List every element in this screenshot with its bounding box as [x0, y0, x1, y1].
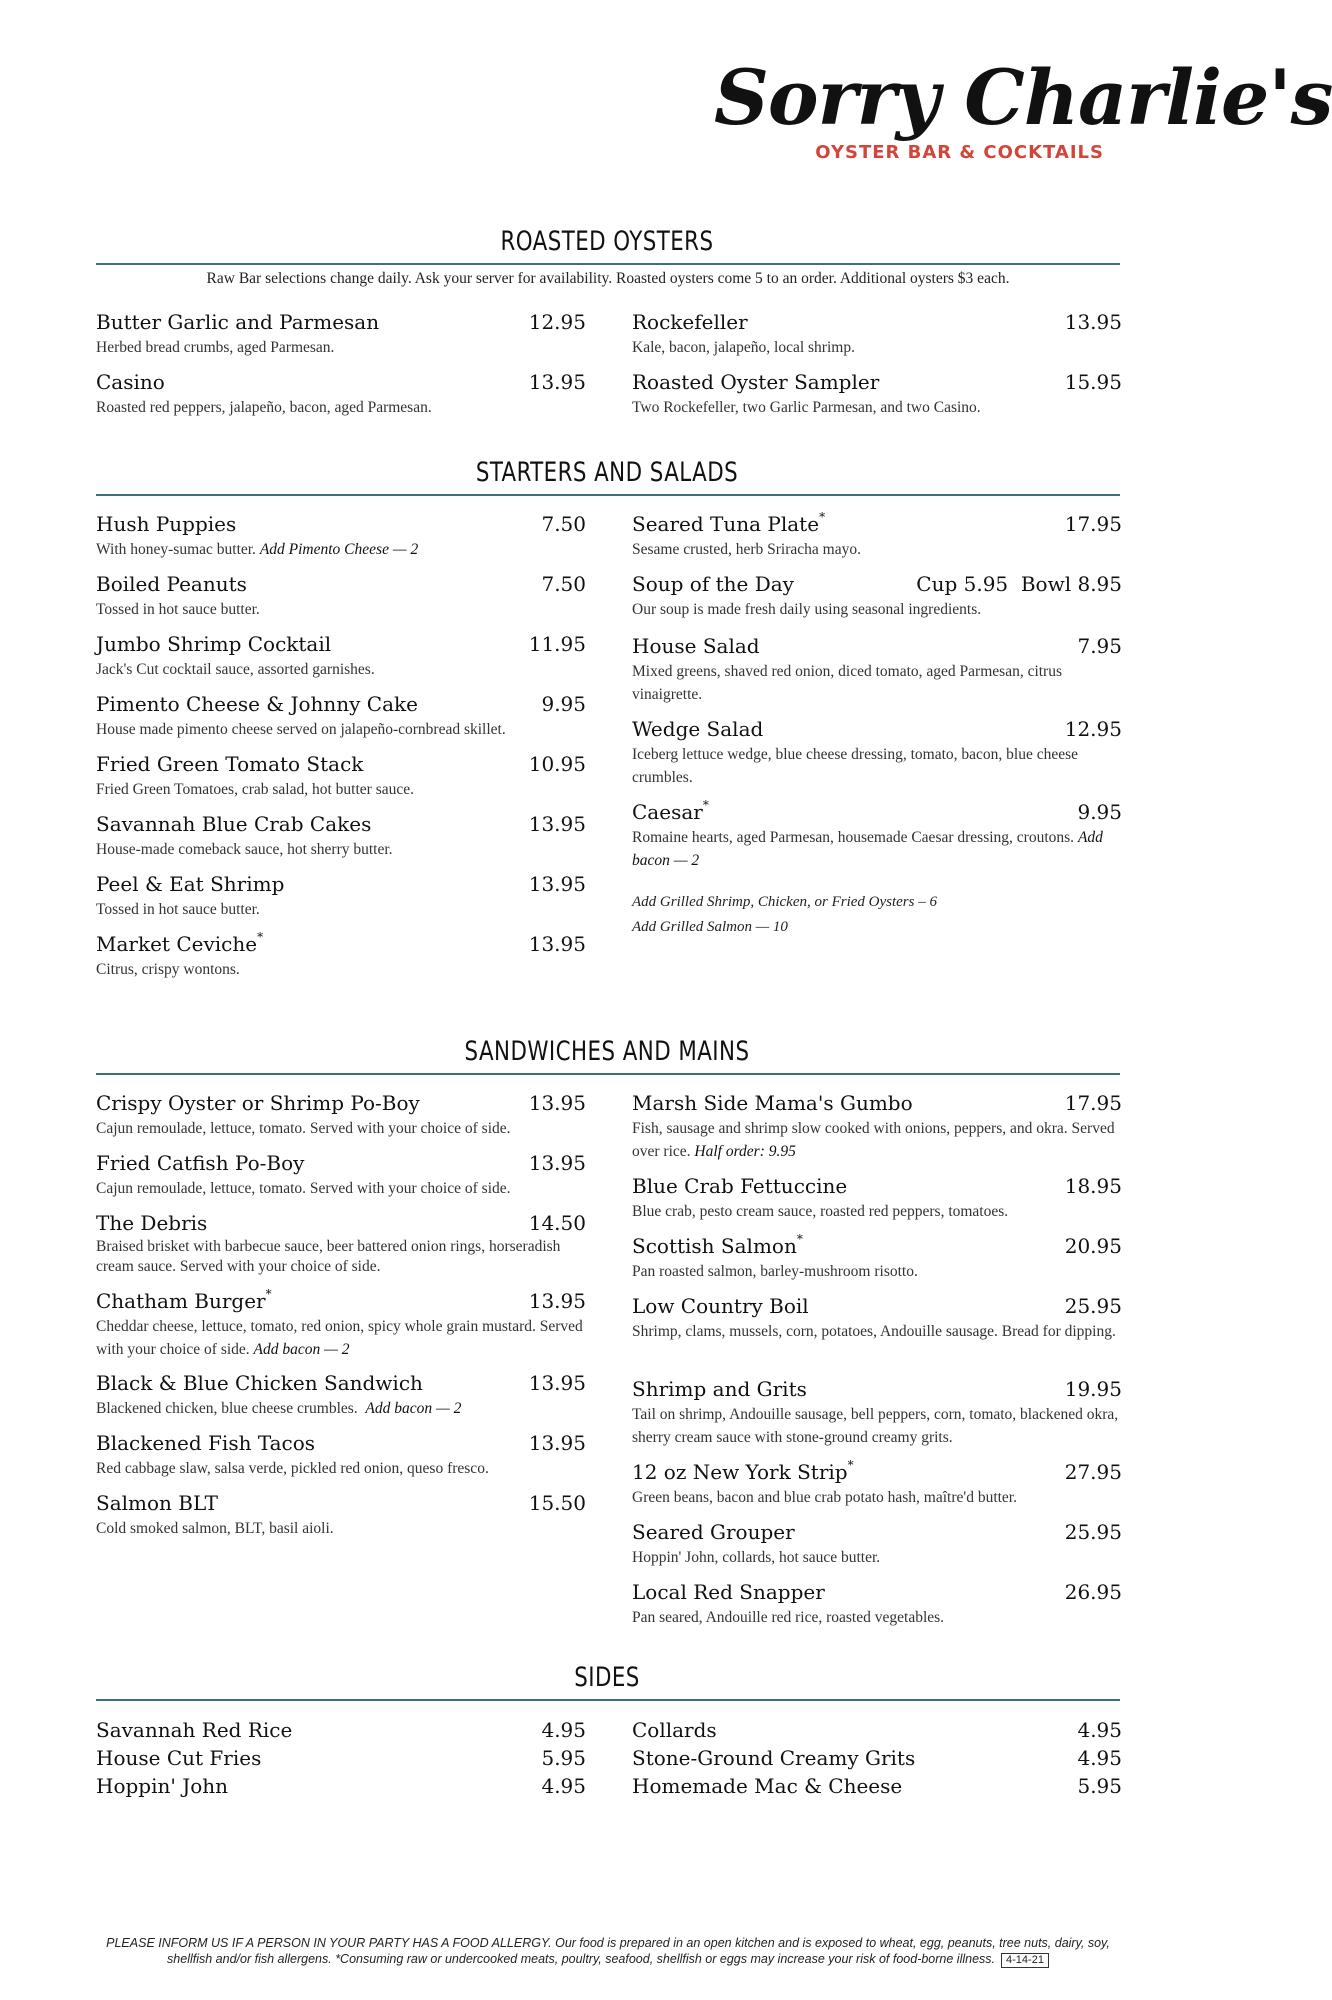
raw-warning-star: *	[819, 510, 826, 524]
item-name: 12 oz New York Strip*	[632, 1458, 854, 1484]
allergy-disclaimer	[96, 1935, 1120, 1968]
item-description: Romaine hearts, aged Parmesan, housemade Caesar dressing, croutons. Add bacon — 2	[632, 829, 1103, 869]
item-description: Cajun remoulade, lettuce, tomato. Served with your choice of side.	[96, 1120, 511, 1137]
item-description: Cajun remoulade, lettuce, tomato. Served with your choice of side.	[96, 1180, 511, 1197]
item-name: Blue Crab Fettuccine	[632, 1174, 848, 1198]
menu-item	[96, 692, 586, 741]
item-price: 15.95	[1064, 370, 1122, 394]
item-price: 13.95	[528, 872, 586, 896]
item-price: 4.95	[1077, 1718, 1122, 1742]
item-price: 18.95	[1064, 1174, 1122, 1198]
item-price: 7.50	[541, 572, 586, 596]
item-price: 17.95	[1064, 512, 1122, 536]
menu-date-stamp: 4-14-21	[1001, 1953, 1049, 1968]
item-price: 4.95	[541, 1718, 586, 1742]
menu-item	[96, 512, 586, 561]
item-price: 12.95	[1064, 717, 1122, 741]
item-description: Our soup is made fresh daily using seasonal ingredients.	[632, 601, 982, 618]
menu-item	[632, 370, 1122, 419]
menu-item	[96, 632, 586, 681]
menu-item	[96, 1491, 586, 1540]
item-description: Pan roasted salmon, barley-mushroom risotto.	[632, 1263, 918, 1280]
menu-item	[96, 1289, 586, 1361]
item-name: Soup of the Day	[632, 572, 794, 596]
item-price: 4.95	[1077, 1746, 1122, 1770]
side-item	[96, 1746, 586, 1770]
item-name: Salmon BLT	[96, 1491, 218, 1515]
item-price: 15.50	[528, 1491, 586, 1515]
item-price: 4.95	[541, 1774, 586, 1798]
menu-item	[632, 310, 1122, 359]
item-name: Fried Catfish Po-Boy	[96, 1151, 305, 1175]
raw-warning-star: *	[257, 930, 264, 944]
menu-item	[96, 310, 586, 359]
item-name: House Salad	[632, 634, 760, 658]
side-item	[632, 1746, 1122, 1770]
item-description: Blue crab, pesto cream sauce, roasted red peppers, tomatoes.	[632, 1203, 1009, 1220]
item-price: 7.95	[1077, 634, 1122, 658]
item-description: Red cabbage slaw, salsa verde, pickled red onion, queso fresco.	[96, 1460, 489, 1477]
item-price: Cup 5.95 Bowl 8.95	[916, 572, 1122, 596]
item-description: House made pimento cheese served on jalapeño-cornbread skillet.	[96, 721, 506, 738]
item-name: Homemade Mac & Cheese	[632, 1774, 903, 1798]
menu-item	[96, 1371, 586, 1420]
raw-warning-star: *	[847, 1458, 854, 1472]
item-price: 5.95	[541, 1746, 586, 1770]
item-description: Two Rockefeller, two Garlic Parmesan, and two Casino.	[632, 399, 981, 416]
item-name: Collards	[632, 1718, 717, 1742]
logo-script-text: Sorry Charlie's	[714, 53, 1332, 142]
item-description: Tossed in hot sauce butter.	[96, 601, 260, 618]
item-price: 14.50	[528, 1211, 586, 1235]
item-price: 19.95	[1064, 1377, 1122, 1401]
menu-item	[96, 1211, 586, 1277]
menu-item	[632, 717, 1122, 789]
item-price: 13.95	[528, 1431, 586, 1455]
item-name: Hush Puppies	[96, 512, 237, 536]
item-description: House-made comeback sauce, hot sherry butter.	[96, 841, 393, 858]
item-description: Cold smoked salmon, BLT, basil aioli.	[96, 1520, 334, 1537]
menu-item	[632, 634, 1122, 706]
item-name: Black & Blue Chicken Sandwich	[96, 1371, 423, 1395]
item-addon: Add Pimento Cheese — 2	[259, 541, 419, 558]
item-price: 10.95	[528, 752, 586, 776]
item-price: 13.95	[528, 1151, 586, 1175]
item-name: Low Country Boil	[632, 1294, 809, 1318]
item-price: 13.95	[1064, 310, 1122, 334]
item-price: 9.95	[1077, 800, 1122, 824]
item-price: 13.95	[528, 1289, 586, 1313]
menu-item	[96, 1091, 586, 1140]
section-title-sandwiches-mains: SANDWICHES AND MAINS	[464, 1036, 750, 1067]
item-description: Kale, bacon, jalapeño, local shrimp.	[632, 339, 855, 356]
item-name: Peel & Eat Shrimp	[96, 872, 285, 896]
item-description: Green beans, bacon and blue crab potato hash, maître'd butter.	[632, 1489, 1017, 1506]
menu-item	[632, 1520, 1122, 1569]
menu-item	[632, 1294, 1122, 1343]
item-price: 12.95	[528, 310, 586, 334]
menu-item	[632, 1580, 1122, 1629]
item-name: Jumbo Shrimp Cocktail	[96, 632, 332, 656]
menu-item	[632, 1234, 1122, 1283]
item-description: With honey-sumac butter. Add Pimento Cheese — 2	[96, 541, 419, 558]
menu-item	[96, 752, 586, 801]
item-price: 25.95	[1064, 1294, 1122, 1318]
item-name: Blackened Fish Tacos	[96, 1431, 316, 1455]
disclaimer-text: PLEASE INFORM US IF A PERSON IN YOUR PARTY HAS A FOOD ALLERGY. Our food is prepared in an open kitchen and is exposed to wheat, egg, peanuts, tree nuts, dairy, soy, shellfish and/or fish allergens. *Consuming raw or undercooked meats, poultry, seafood, shellfish or eggs may increase your risk of food-borne illness.	[106, 1936, 1110, 1966]
item-name: Roasted Oyster Sampler	[632, 370, 880, 394]
item-price: 9.95	[541, 692, 586, 716]
item-price: 5.95	[1077, 1774, 1122, 1798]
menu-item	[632, 800, 1122, 872]
section-divider	[96, 494, 1120, 496]
item-price: 20.95	[1064, 1234, 1122, 1258]
item-name: The Debris	[96, 1211, 208, 1235]
item-description: Sesame crusted, herb Sriracha mayo.	[632, 541, 861, 558]
side-item	[96, 1718, 586, 1742]
menu-item	[632, 1460, 1122, 1509]
item-description: Hoppin' John, collards, hot sauce butter.	[632, 1549, 881, 1566]
item-description: Tossed in hot sauce butter.	[96, 901, 260, 918]
menu-item	[96, 872, 586, 921]
menu-item	[96, 1431, 586, 1480]
item-addon: Add bacon — 2	[253, 1341, 350, 1358]
item-price: 7.50	[541, 512, 586, 536]
item-price: 13.95	[528, 932, 586, 956]
item-addon: Add bacon — 2	[365, 1400, 462, 1417]
item-description: Fried Green Tomatoes, crab salad, hot butter sauce.	[96, 781, 414, 798]
item-name: Marsh Side Mama's Gumbo	[632, 1091, 913, 1115]
item-description: Cheddar cheese, lettuce, tomato, red onion, spicy whole grain mustard. Served with your choice of side. Add bacon — 2	[96, 1318, 583, 1358]
item-description: Citrus, crispy wontons.	[96, 961, 240, 978]
item-price: 13.95	[528, 1091, 586, 1115]
menu-item	[632, 1377, 1122, 1449]
raw-warning-star: *	[702, 798, 709, 812]
item-description: Braised brisket with barbecue sauce, beer battered onion rings, horseradish cream sauce. Served with your choice of side.	[96, 1238, 561, 1275]
item-price: 17.95	[1064, 1091, 1122, 1115]
section-divider	[96, 1073, 1120, 1075]
menu-item	[96, 932, 586, 981]
restaurant-logo	[714, 48, 1332, 178]
item-name: House Cut Fries	[96, 1746, 262, 1770]
addon-line: Add Grilled Shrimp, Chicken, or Fried Oysters – 6	[632, 894, 937, 910]
logo-subtitle: OYSTER BAR & COCKTAILS	[815, 142, 1104, 163]
item-name: Shrimp and Grits	[632, 1377, 807, 1401]
item-description: Tail on shrimp, Andouille sausage, bell peppers, corn, tomato, blackened okra, sherry cream sauce with stone-ground creamy grits.	[632, 1406, 1119, 1446]
menu-item	[96, 572, 586, 621]
item-price: 11.95	[528, 632, 586, 656]
item-description: Shrimp, clams, mussels, corn, potatoes, Andouille sausage. Bread for dipping.	[632, 1323, 1116, 1340]
item-name: Casino	[96, 370, 165, 394]
item-name: Boiled Peanuts	[96, 572, 247, 596]
menu-item	[632, 572, 1122, 621]
item-price: 27.95	[1064, 1460, 1122, 1484]
item-name: Rockefeller	[632, 310, 748, 334]
section-divider	[96, 263, 1120, 265]
item-name: Fried Green Tomato Stack	[96, 752, 364, 776]
side-item	[632, 1718, 1122, 1742]
item-price: 13.95	[528, 370, 586, 394]
menu-item	[632, 512, 1122, 561]
item-description: Herbed bread crumbs, aged Parmesan.	[96, 339, 335, 356]
side-item	[96, 1774, 586, 1798]
section-title-starters-salads: STARTERS AND SALADS	[475, 457, 739, 488]
item-name: Crispy Oyster or Shrimp Po-Boy	[96, 1091, 420, 1115]
section-divider	[96, 1699, 1120, 1701]
item-description: Mixed greens, shaved red onion, diced tomato, aged Parmesan, citrus vinaigrette.	[632, 663, 1063, 703]
menu-item	[632, 1091, 1122, 1163]
item-name: Wedge Salad	[632, 717, 764, 741]
side-item	[632, 1774, 1122, 1798]
raw-warning-star: *	[796, 1232, 803, 1246]
item-description: Iceberg lettuce wedge, blue cheese dressing, tomato, bacon, blue cheese crumbles.	[632, 746, 1079, 786]
item-description: Fish, sausage and shrimp slow cooked with onions, peppers, and okra. Served over rice. Half order: 9.95	[632, 1120, 1115, 1160]
section-title-roasted-oysters: ROASTED OYSTERS	[500, 226, 714, 257]
item-name: Chatham Burger*	[96, 1287, 272, 1313]
item-name: Hoppin' John	[96, 1774, 229, 1798]
item-name: Seared Tuna Plate*	[632, 510, 826, 536]
item-name: Stone-Ground Creamy Grits	[632, 1746, 916, 1770]
item-addon: Half order: 9.95	[694, 1143, 796, 1160]
item-description: Jack's Cut cocktail sauce, assorted garnishes.	[96, 661, 375, 678]
item-description: Pan seared, Andouille red rice, roasted vegetables.	[632, 1609, 945, 1626]
item-name: Scottish Salmon*	[632, 1232, 803, 1258]
raw-warning-star: *	[265, 1287, 272, 1301]
menu-item	[632, 1174, 1122, 1223]
item-addon: Add bacon — 2	[632, 829, 1103, 869]
item-price: 13.95	[528, 1371, 586, 1395]
item-name: Savannah Blue Crab Cakes	[96, 812, 372, 836]
menu-item	[96, 1151, 586, 1200]
section-title-sides: SIDES	[574, 1662, 640, 1693]
item-name: Local Red Snapper	[632, 1580, 825, 1604]
item-description: Roasted red peppers, jalapeño, bacon, aged Parmesan.	[96, 399, 432, 416]
item-price: 26.95	[1064, 1580, 1122, 1604]
item-name: Caesar*	[632, 798, 709, 824]
addon-line: Add Grilled Salmon — 10	[632, 919, 788, 935]
item-name: Market Ceviche*	[96, 930, 264, 956]
menu-item	[96, 370, 586, 419]
item-name: Seared Grouper	[632, 1520, 795, 1544]
menu-item	[96, 812, 586, 861]
item-name: Pimento Cheese & Johnny Cake	[96, 692, 418, 716]
item-name: Butter Garlic and Parmesan	[96, 310, 380, 334]
item-price: 13.95	[528, 812, 586, 836]
raw-bar-note: Raw Bar selections change daily. Ask your server for availability. Roasted oysters come 5 to an order. Additional oysters $3 each.	[206, 270, 1010, 287]
item-description: Blackened chicken, blue cheese crumbles. Add bacon — 2	[96, 1400, 462, 1417]
salad-addons	[632, 890, 1122, 940]
item-price: 25.95	[1064, 1520, 1122, 1544]
item-name: Savannah Red Rice	[96, 1718, 293, 1742]
